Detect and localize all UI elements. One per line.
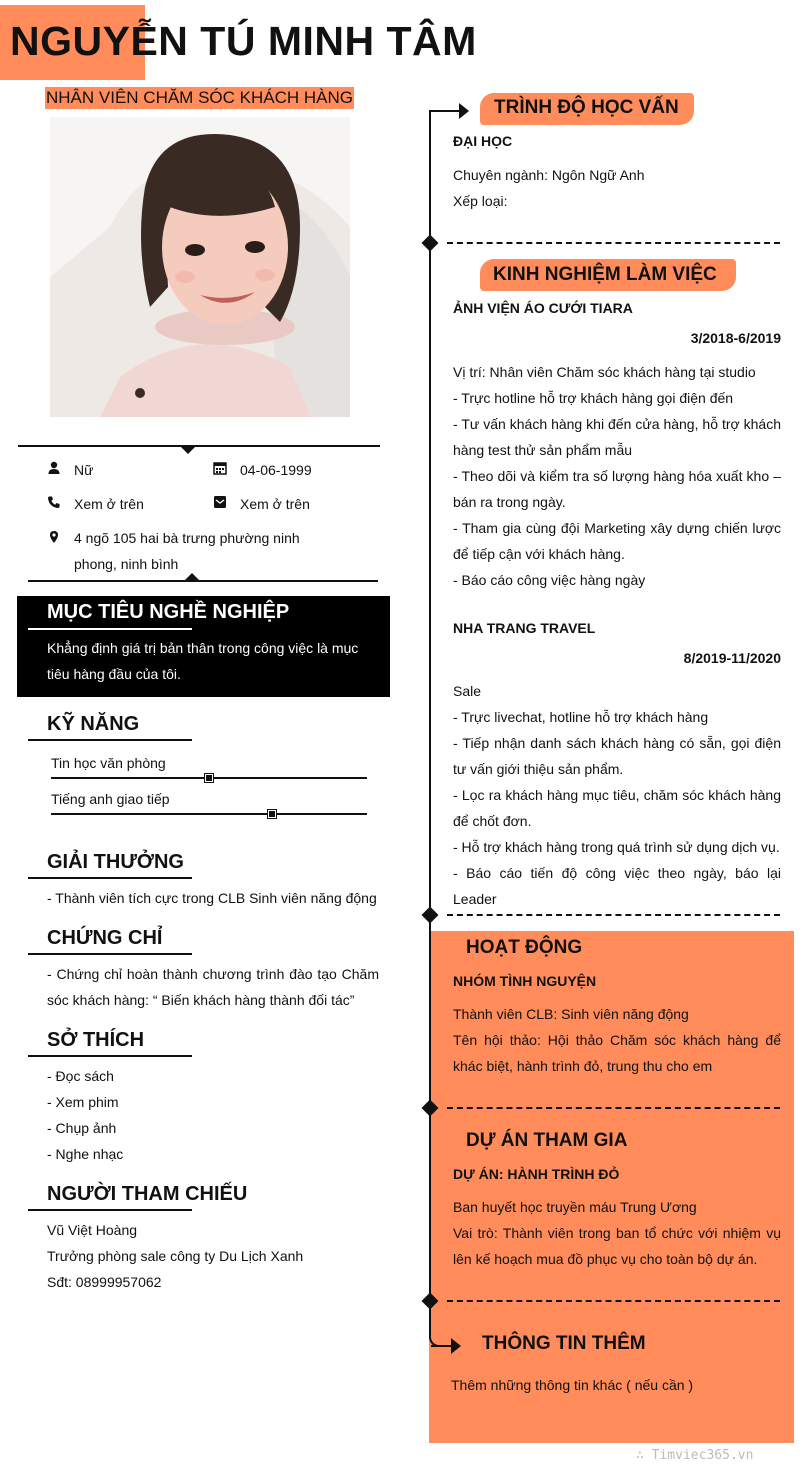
address-value: 4 ngõ 105 hai bà trưng phường ninh phong, ninh bình [74,530,300,572]
hobby-item: - Nghe nhạc [47,1146,124,1162]
references-title: NGƯỜI THAM CHIẾU [47,1183,248,1205]
section-divider [447,914,780,916]
awards-underline [28,877,192,879]
education-grade: Xếp loại: [453,193,508,209]
job-line: - Tư vấn khách hàng khi đến cửa hàng, hỗ trợ khách hàng test thử sản phẩm mẫu [453,416,781,458]
job-period: 8/2019-11/2020 [683,650,781,666]
reference-name: Vũ Việt Hoàng [47,1222,138,1238]
objective-underline [28,628,192,630]
skills-underline [28,739,192,741]
education-title: TRÌNH ĐỘ HỌC VẤN [494,97,679,118]
birthday-value: 04-06-1999 [240,462,312,478]
hobby-item: - Chụp ảnh [47,1120,117,1136]
activities-org: NHÓM TÌNH NGUYỆN [453,973,597,989]
timeline-top-arrow [429,110,463,112]
education-level: ĐẠI HỌC [453,133,513,149]
hobby-item: - Xem phim [47,1094,119,1110]
watermark-text: Timviec365.vn [651,1448,754,1463]
gender-value: Nữ [74,462,94,478]
phone-value: Xem ở trên [74,496,144,512]
project-line: Ban huyết học truyền máu Trung Ương [453,1199,697,1215]
divider-arrow-up [185,573,199,580]
projects-title: DỰ ÁN THAM GIA [466,1130,628,1151]
reference-phone: Sđt: 08999957062 [47,1274,162,1290]
arrow-right-icon [459,103,469,119]
skill-label: Tiếng anh giao tiếp [51,791,170,807]
job-company: ẢNH VIỆN ÁO CƯỚI TIARA [453,300,633,316]
hobbies-title: SỞ THÍCH [47,1029,145,1051]
job-line: - Tiếp nhận danh sách khách hàng có sẵn, gọi điện tư vấn giới thiệu sản phẩm. [453,735,781,777]
map-pin-icon [47,530,61,549]
objective-text: Khẳng định giá trị bản thân trong công việc là mục tiêu hàng đầu của tôi. [47,640,359,682]
skill-level-marker [267,809,277,819]
phone-icon [47,495,61,514]
job-line: - Trực hotline hỗ trợ khách hàng gọi điện đến [453,390,734,406]
job-title: NHÂN VIÊN CHĂM SÓC KHÁCH HÀNG [46,88,353,107]
certificates-underline [28,953,192,955]
job-line: - Tham gia cùng đội Marketing xây dựng chiến lược để tiếp cận với khách hàng. [453,520,781,562]
awards-title: GIẢI THƯỞNG [47,851,184,873]
email-icon [213,495,227,514]
job-description [453,359,781,593]
timeline-node [422,907,439,924]
divider-arrow-down [181,447,195,454]
job-line: - Theo dõi và kiểm tra số lượng hàng hóa xuất kho – bán ra trong ngày. [453,468,781,510]
activities-line: Thành viên CLB: Sinh viên năng động [453,1006,689,1022]
more-info-title: THÔNG TIN THÊM [482,1333,646,1354]
references-underline [28,1209,192,1211]
job-line: - Lọc ra khách hàng mục tiêu, chăm sóc khách hàng để chốt đơn. [453,787,781,829]
profile-photo [50,117,350,417]
job-description [453,678,781,912]
timeline-node [422,235,439,252]
certificates-text: - Chứng chỉ hoàn thành chương trình đào tạo Chăm sóc khách hàng: “ Biến khách hàng thành đối tác” [47,966,379,1008]
skills-title: KỸ NĂNG [47,713,140,735]
awards-text: - Thành viên tích cực trong CLB Sinh viên năng động [47,890,377,906]
job-line: - Hỗ trợ khách hàng trong quá trình sử dụng dịch vụ. [453,839,780,855]
arrow-right-icon [451,1338,461,1354]
activities-title: HOẠT ĐỘNG [466,937,583,958]
skill-bar [51,813,367,815]
skill-label: Tin học văn phòng [51,755,166,771]
user-icon [47,461,61,480]
section-divider [447,242,780,244]
activities-line: Tên hội thảo: Hội thảo Chăm sóc khách hàng để khác biệt, hành trình đỏ, trung thu cho em [453,1032,781,1074]
section-divider [447,1107,780,1109]
project-line: Vai trò: Thành viên trong ban tổ chức với nhiệm vụ lên kế hoạch mua đồ phục vụ cho toàn bộ dự án. [453,1225,781,1267]
education-major: Chuyên ngành: Ngôn Ngữ Anh [453,167,645,183]
reference-position: Trưởng phòng sale công ty Du Lịch Xanh [47,1248,304,1264]
divider-top [18,445,380,447]
job-period: 3/2018-6/2019 [690,330,781,346]
skill-level-marker [204,773,214,783]
job-line: - Báo cáo công việc hàng ngày [453,572,646,588]
job-line: Sale [453,683,482,699]
candidate-name: NGUYỄN TÚ MINH TÂM [10,18,477,64]
section-divider [447,1300,780,1302]
job-company: NHA TRANG TRAVEL [453,620,596,636]
job-line: Vị trí: Nhân viên Chăm sóc khách hàng tại studio [453,364,756,380]
watermark-dots-icon: ∴ [636,1448,652,1463]
objective-title: MỤC TIÊU NGHỀ NGHIỆP [47,601,290,623]
job-line: - Trực livechat, hotline hỗ trợ khách hàng [453,709,709,725]
job-line: - Báo cáo tiến độ công việc theo ngày, báo lại Leader [453,865,781,907]
timeline-line [429,112,431,1334]
more-info-text: Thêm những thông tin khác ( nếu cần ) [451,1377,694,1393]
project-name: DỰ ÁN: HÀNH TRÌNH ĐỎ [453,1166,620,1182]
email-value: Xem ở trên [240,496,310,512]
hobbies-underline [28,1055,192,1057]
experience-title: KINH NGHIỆM LÀM VIỆC [493,264,717,285]
hobby-item: - Đọc sách [47,1068,114,1084]
certificates-title: CHỨNG CHỈ [47,927,163,949]
watermark [636,1448,753,1463]
divider-bottom [28,580,378,582]
calendar-icon [213,461,227,480]
